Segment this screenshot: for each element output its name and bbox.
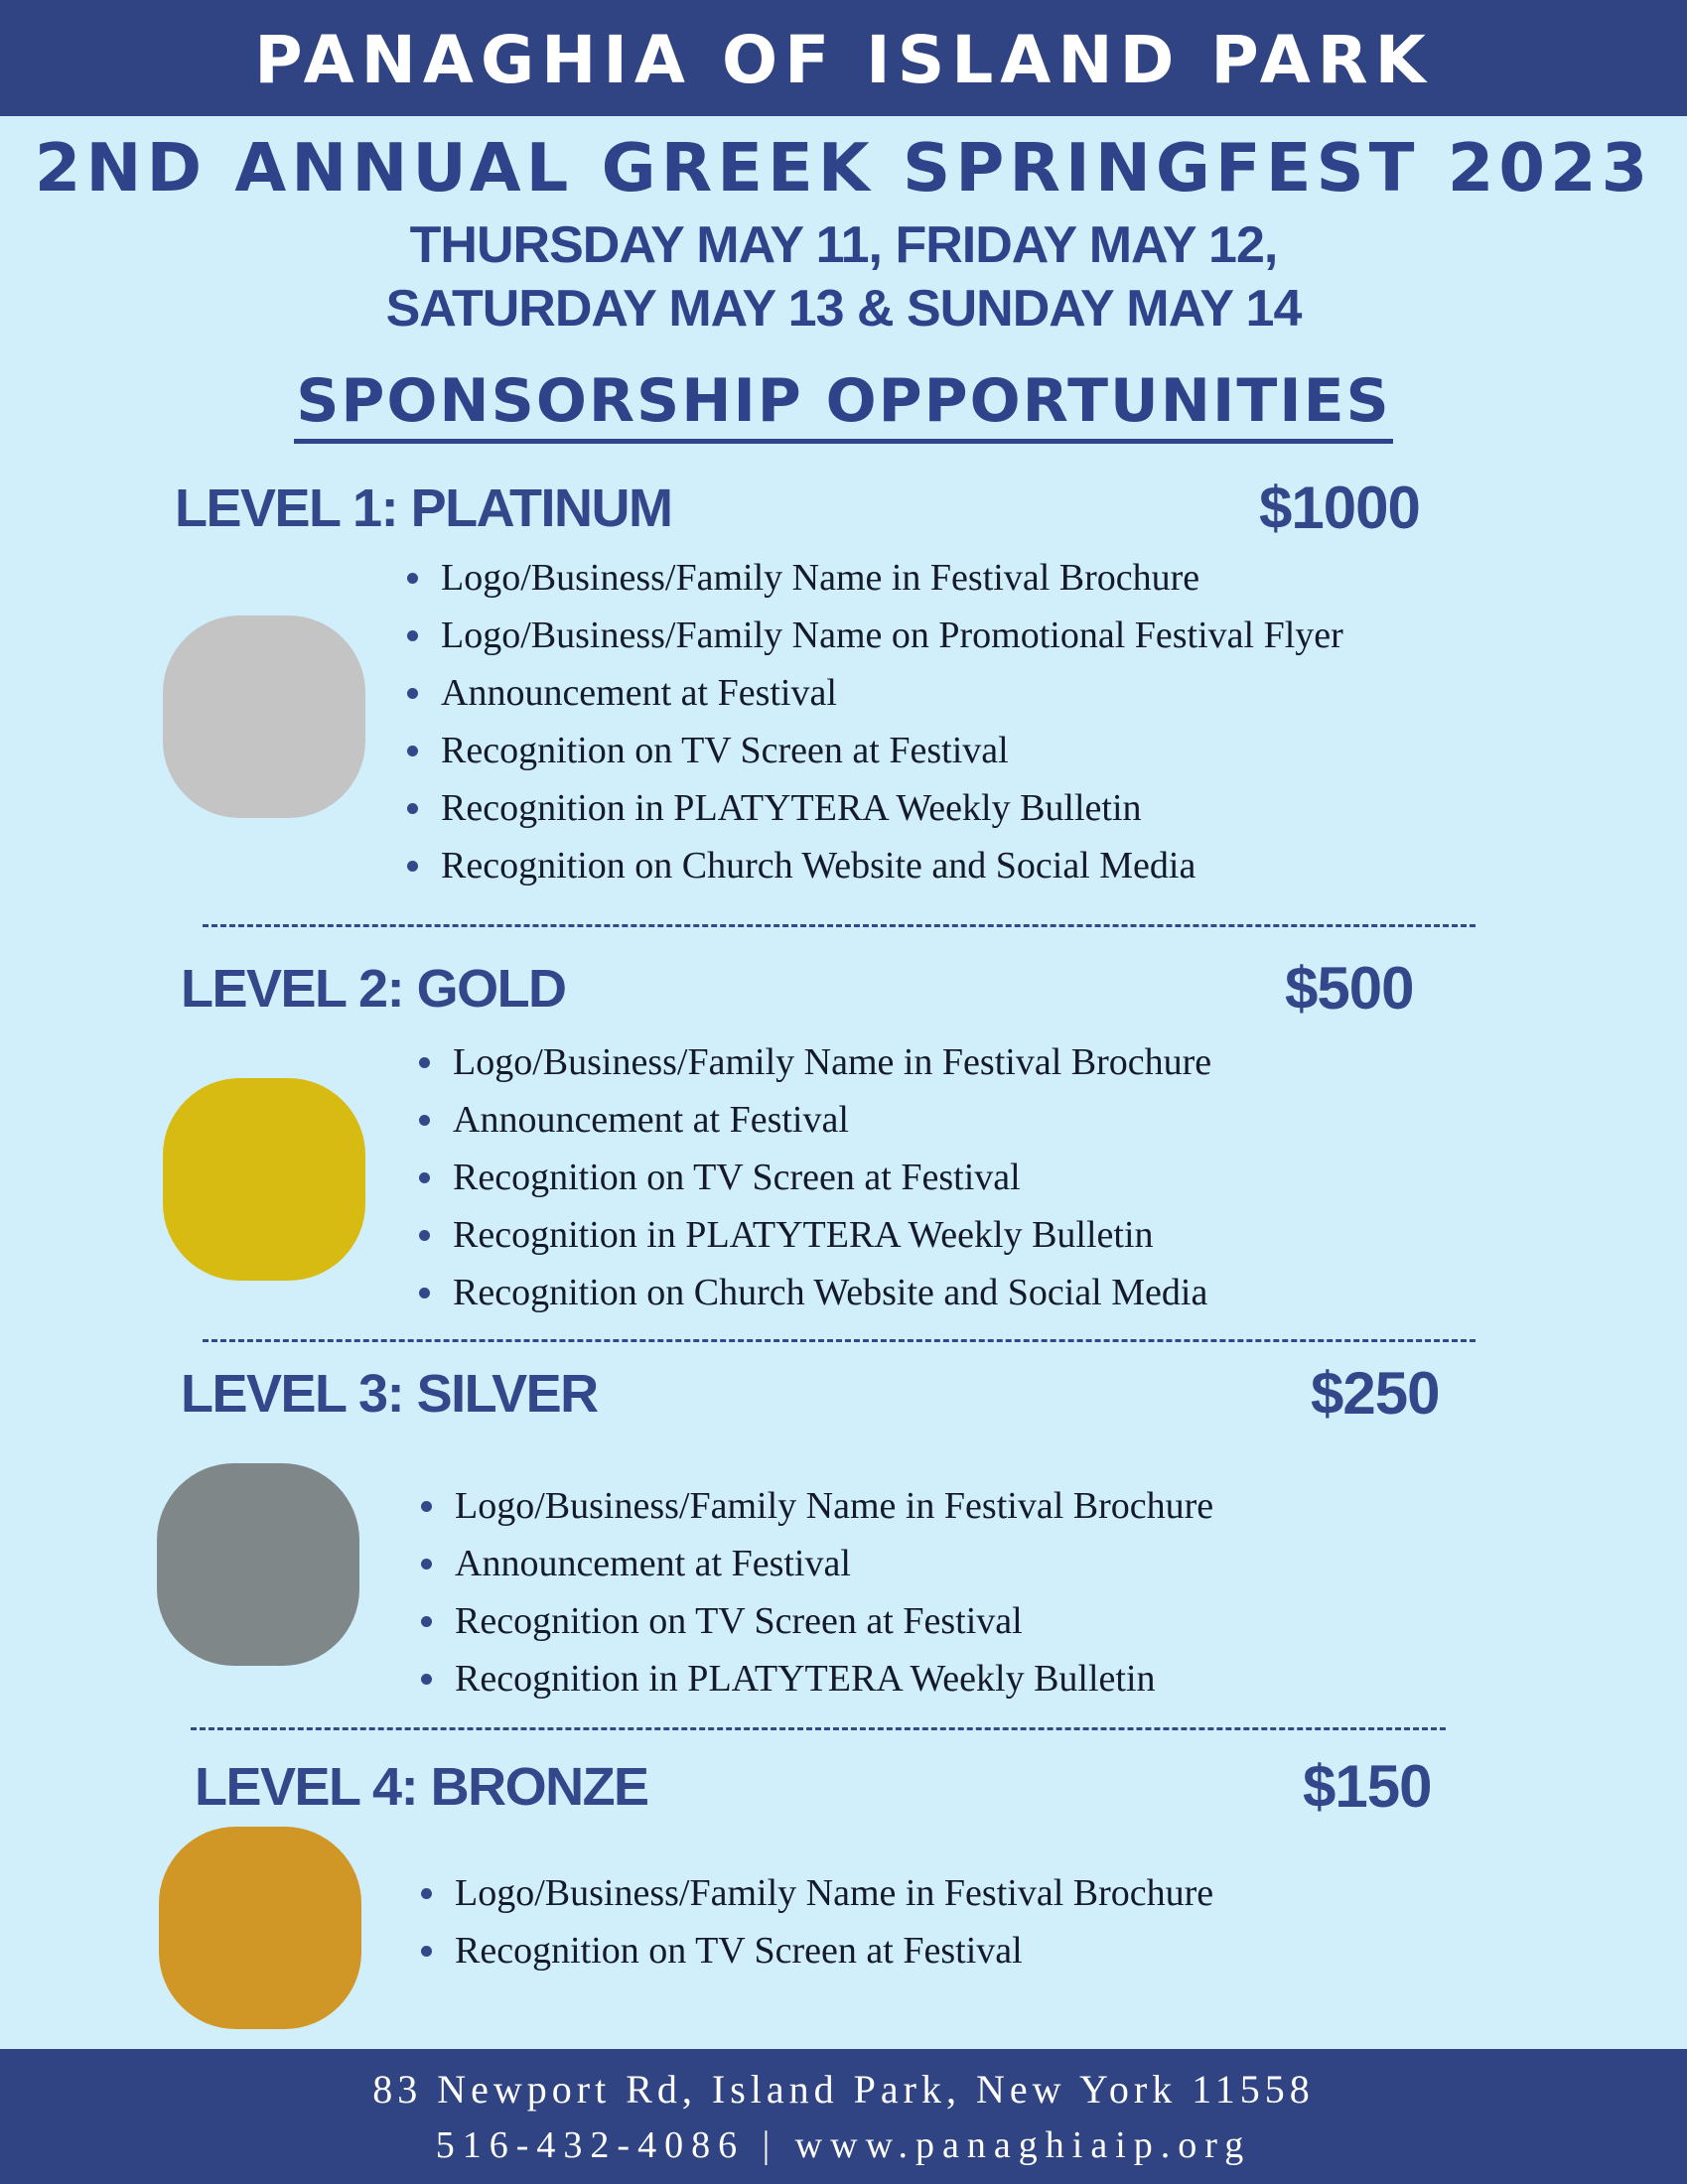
- bullet-icon: [421, 1559, 432, 1570]
- section-divider: [203, 1339, 1476, 1342]
- benefit-item: Logo/Business/Family Name on Promotional Festival Flyer: [407, 607, 1343, 664]
- benefit-item: Recognition in PLATYTERA Weekly Bulletin: [421, 1650, 1213, 1707]
- bronze-medal-icon: [159, 1827, 361, 2029]
- benefit-item: Recognition on TV Screen at Festival: [421, 1592, 1213, 1650]
- benefit-item: Recognition in PLATYTERA Weekly Bulletin: [419, 1206, 1211, 1264]
- bullet-icon: [407, 803, 418, 814]
- dates-line-2: SATURDAY MAY 13 & SUNDAY MAY 14: [385, 280, 1302, 338]
- benefit-item: Logo/Business/Family Name in Festival Brochure: [421, 1477, 1213, 1535]
- bullet-icon: [407, 861, 418, 872]
- organization-name: PANAGHIA OF ISLAND PARK: [254, 21, 1433, 98]
- benefit-item: Recognition on Church Website and Social Media: [407, 837, 1343, 894]
- benefit-item: Recognition on TV Screen at Festival: [419, 1149, 1211, 1206]
- benefit-item: Logo/Business/Family Name in Festival Brochure: [419, 1033, 1211, 1091]
- platinum-medal-icon: [163, 615, 365, 818]
- footer-band: [0, 2049, 1687, 2184]
- bullet-icon: [421, 1888, 432, 1899]
- bullet-icon: [419, 1172, 430, 1183]
- benefit-item: Logo/Business/Family Name in Festival Brochure: [407, 549, 1343, 607]
- section-divider: [203, 924, 1476, 927]
- dates-line-1: THURSDAY MAY 11, FRIDAY MAY 12,: [409, 216, 1278, 274]
- benefit-item: Recognition on TV Screen at Festival: [421, 1922, 1213, 1979]
- event-dates: [0, 213, 1687, 341]
- benefit-item: Recognition on TV Screen at Festival: [407, 722, 1343, 779]
- bullet-icon: [421, 1501, 432, 1512]
- bullet-icon: [407, 688, 418, 699]
- benefit-item: Logo/Business/Family Name in Festival Brochure: [421, 1864, 1213, 1922]
- bullet-icon: [421, 1616, 432, 1627]
- footer-address: 83 Newport Rd, Island Park, New York 11558: [372, 2067, 1315, 2112]
- level-4-benefits: [421, 1864, 1213, 1979]
- bullet-icon: [419, 1230, 430, 1241]
- bullet-icon: [419, 1057, 430, 1068]
- sponsorship-heading-text: SPONSORSHIP OPPORTUNITIES: [294, 365, 1393, 444]
- bullet-icon: [407, 630, 418, 641]
- level-4-price: $150: [1303, 1753, 1432, 1820]
- level-2-benefits: [419, 1033, 1211, 1321]
- level-3-title: LEVEL 3: SILVER: [181, 1364, 598, 1424]
- bullet-icon: [407, 573, 418, 584]
- top-banner: [0, 0, 1687, 116]
- benefit-item: Announcement at Festival: [419, 1091, 1211, 1149]
- sponsorship-heading: [0, 365, 1687, 444]
- level-1-price: $1000: [1259, 475, 1420, 541]
- event-title: 2ND ANNUAL GREEK SPRINGFEST 2023: [34, 129, 1653, 206]
- section-divider: [191, 1727, 1446, 1730]
- silver-medal-icon: [157, 1463, 359, 1666]
- bullet-icon: [419, 1115, 430, 1126]
- benefit-item: Recognition in PLATYTERA Weekly Bulletin: [407, 779, 1343, 837]
- footer-contact: 516-432-4086 | www.panaghiaip.org: [435, 2124, 1252, 2166]
- gold-medal-icon: [163, 1078, 365, 1281]
- level-2-title: LEVEL 2: GOLD: [181, 959, 566, 1019]
- bullet-icon: [421, 1674, 432, 1685]
- bullet-icon: [407, 746, 418, 756]
- level-1-title: LEVEL 1: PLATINUM: [175, 478, 672, 538]
- level-3-price: $250: [1311, 1360, 1440, 1427]
- benefit-item: Announcement at Festival: [421, 1535, 1213, 1592]
- benefit-item: Recognition on Church Website and Social Media: [419, 1264, 1211, 1321]
- level-2-price: $500: [1285, 955, 1414, 1022]
- benefit-item: Announcement at Festival: [407, 664, 1343, 722]
- level-4-title: LEVEL 4: BRONZE: [195, 1757, 648, 1817]
- bullet-icon: [419, 1288, 430, 1298]
- bullet-icon: [421, 1946, 432, 1957]
- level-3-benefits: [421, 1477, 1213, 1707]
- level-1-benefits: [407, 549, 1343, 894]
